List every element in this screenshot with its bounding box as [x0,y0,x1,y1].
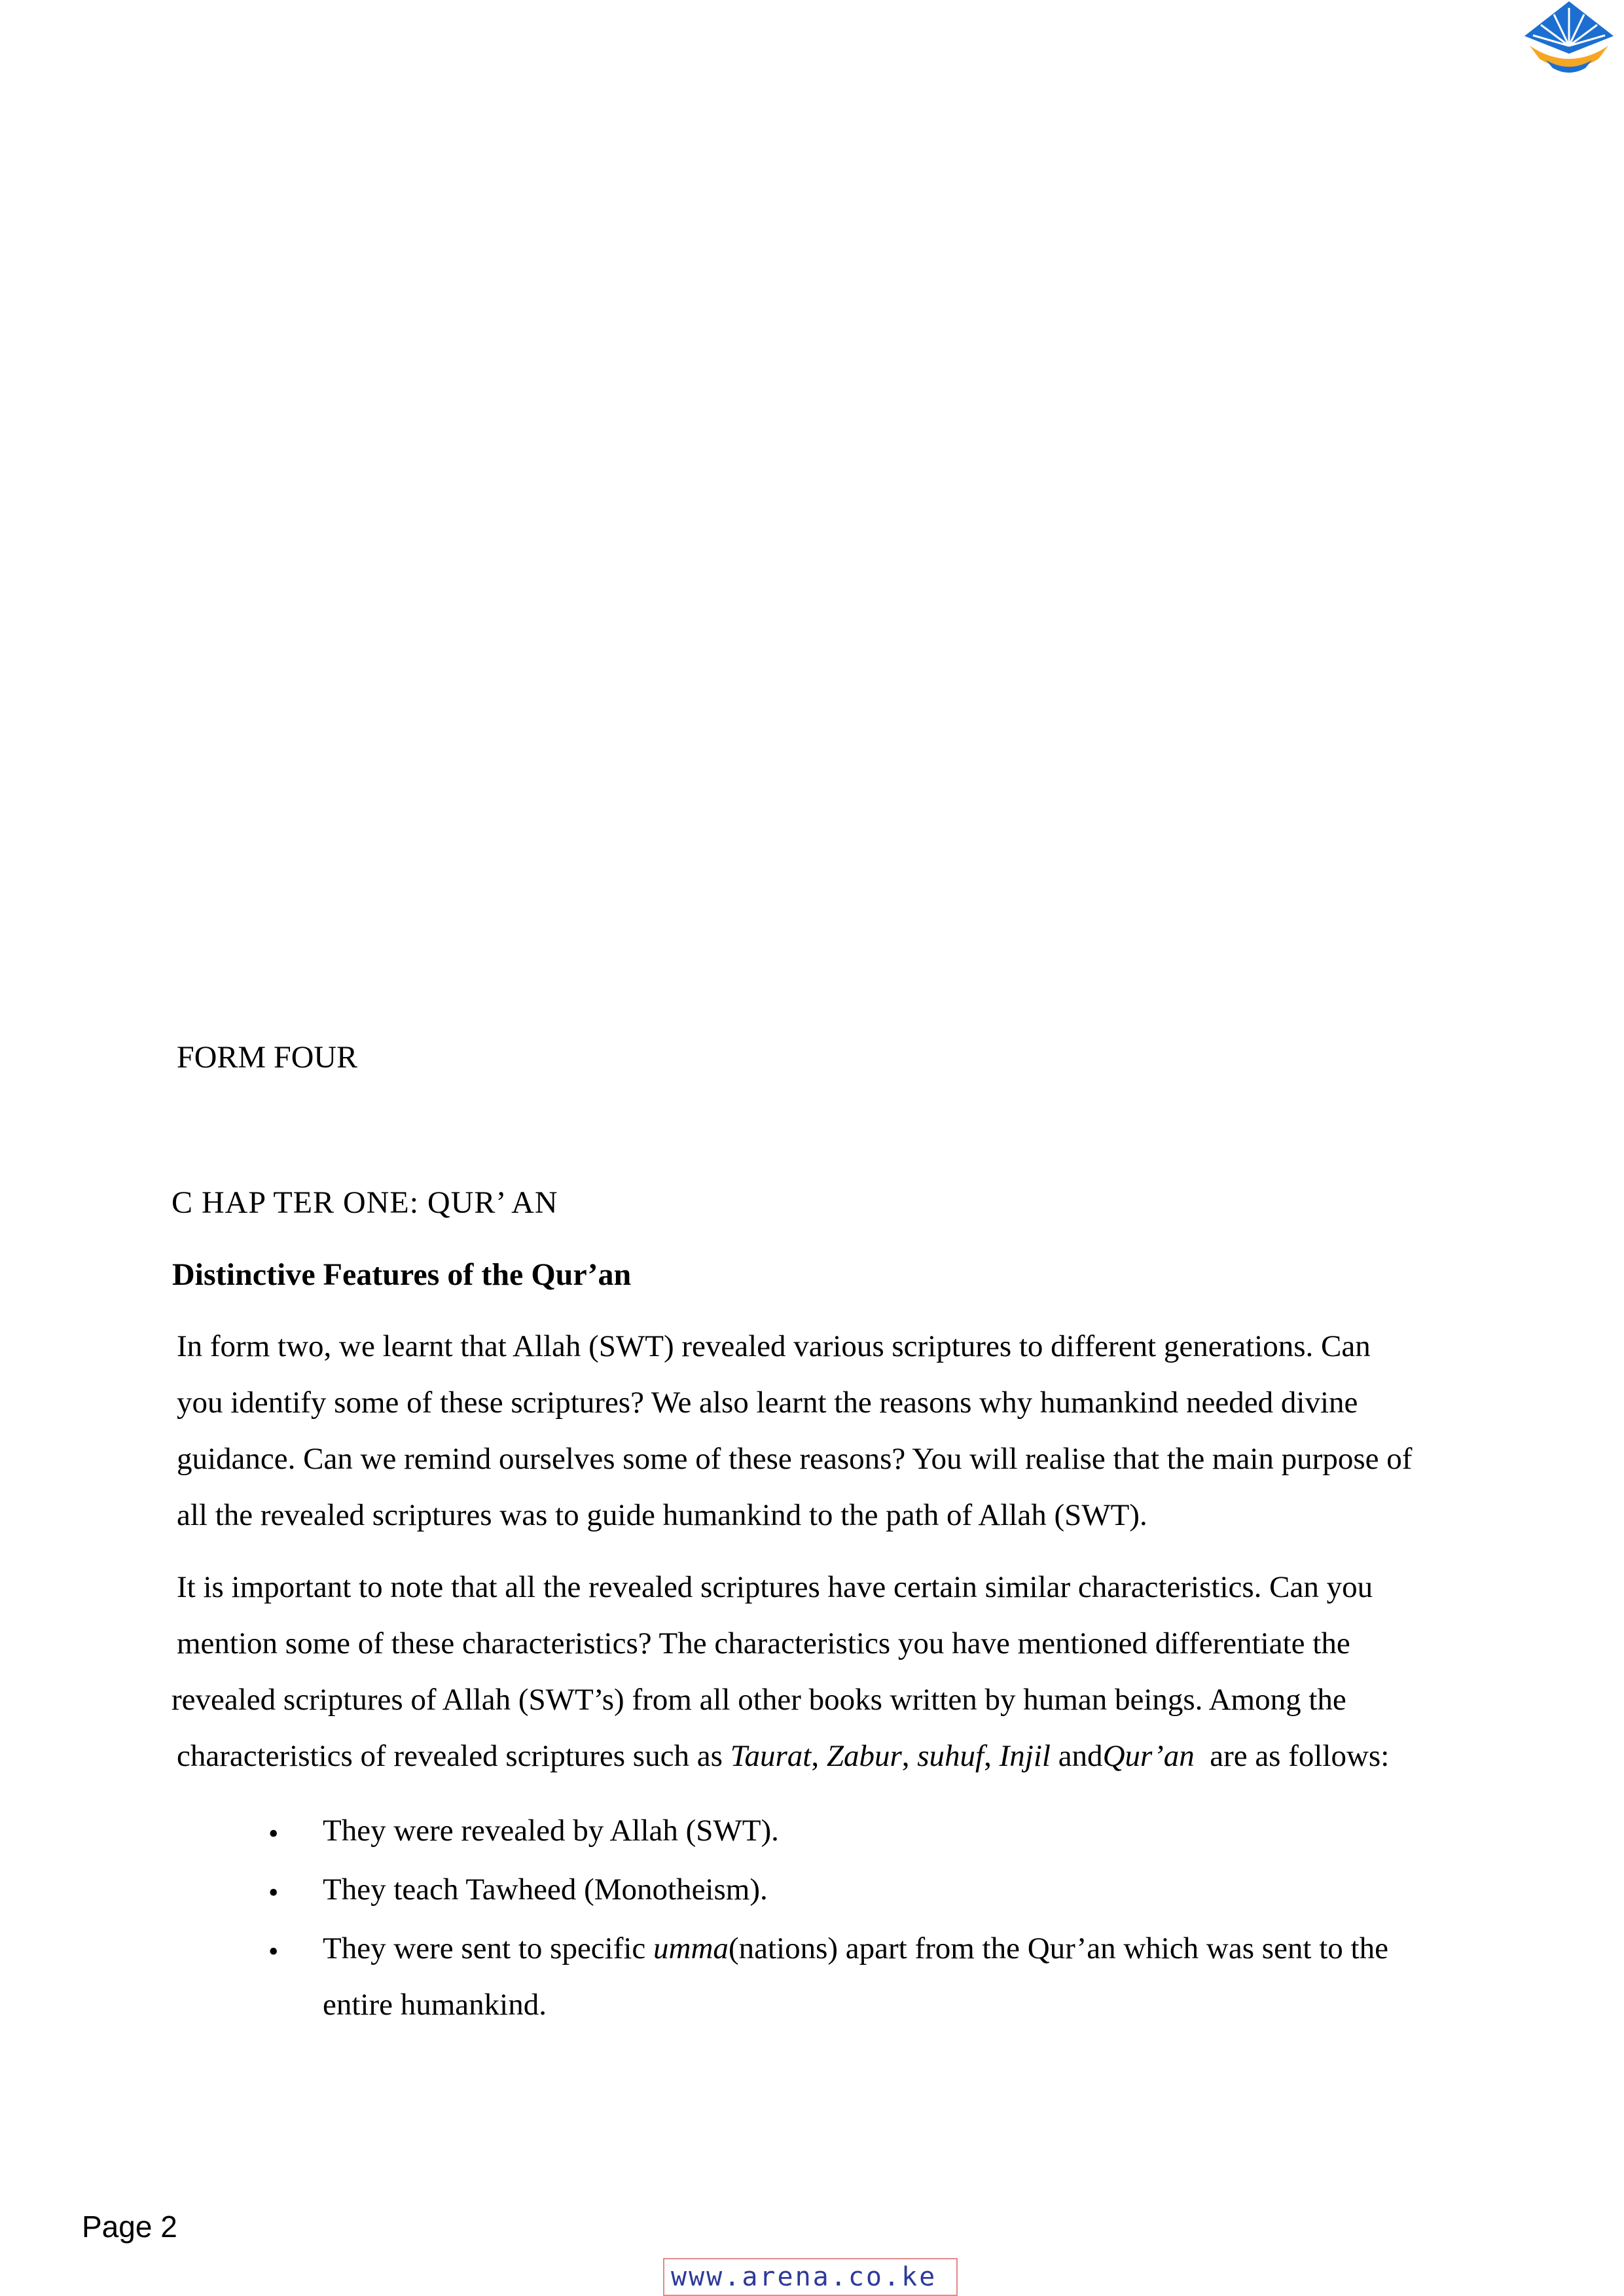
page-number: Page 2 [82,2210,177,2244]
paragraph-2-line-1: It is important to note that all the revealed scriptures have certain similar characteristics. Can you [177,1570,1373,1604]
bullet-item-3-suffix: (nations) apart from the Qur’an which was sent to the [728,1931,1388,1965]
section-heading: Distinctive Features of the Qur’an [172,1257,632,1292]
paragraph-2-line-4 [177,1738,1389,1774]
paragraph-1-line-4: all the revealed scriptures was to guide humankind to the path of Allah (SWT). [177,1498,1147,1532]
paragraph-1-line-3: guidance. Can we remind ourselves some of these reasons? You will realise that the main purpose of [177,1442,1413,1476]
term-zabur: Zabur [826,1739,902,1773]
bullet-item-1: They were revealed by Allah (SWT). [323,1814,779,1848]
term-quran: Qur’an [1102,1739,1195,1773]
paragraph-1-line-2: you identify some of these scriptures? We also learnt the reasons why humankind needed divine [177,1386,1358,1420]
paragraph-2-line-3: revealed scriptures of Allah (SWT’s) from all other books written by human beings. Among the [171,1683,1346,1717]
bullet-item-3-continuation: entire humankind. [323,1988,547,2022]
chapter-title: C HAP TER ONE: QUR’ AN [171,1185,558,1220]
line-4-suffix: are as follows: [1194,1739,1390,1773]
bullet-item-2: They teach Tawheed (Monotheism). [323,1873,768,1907]
paragraph-1-line-1: In form two, we learnt that Allah (SWT) revealed various scriptures to different generations. Can [177,1329,1371,1363]
bullet-item-3-prefix: They were sent to specific [323,1931,654,1965]
term-umma: umma [653,1931,729,1965]
term-taurat: Taurat [730,1739,812,1773]
arena-logo-icon [1520,0,1618,79]
footer-url-link[interactable]: www.arena.co.ke [663,2258,958,2296]
bullet-dot-icon: • [268,1935,279,1967]
comma: , [984,1739,1000,1773]
bullet-dot-icon: • [268,1818,279,1850]
bullet-dot-icon: • [268,1876,279,1909]
comma: , [811,1739,827,1773]
bullet-item-3 [323,1931,1388,1966]
term-suhuf: suhuf [917,1739,984,1773]
paragraph-2-line-2: mention some of these characteristics? The characteristics you have mentioned differentiate the [177,1626,1350,1660]
line-4-prefix: characteristics of revealed scriptures such as [177,1739,731,1773]
conjunction-and: and [1050,1739,1103,1773]
comma: , [901,1739,918,1773]
form-label: FORM FOUR [177,1040,358,1075]
term-injil: Injil [999,1739,1051,1773]
